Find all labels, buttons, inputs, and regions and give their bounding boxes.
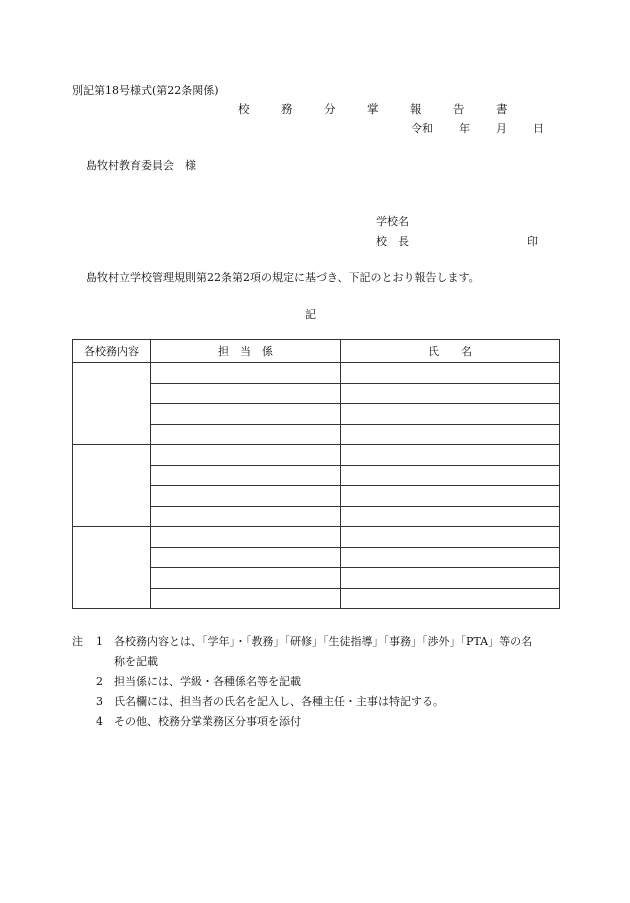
note-text: 担当係には、学級・各種係名等を記載	[114, 675, 301, 688]
note-text: 氏名欄には、担当者の氏名を記入し、各種主任・主事は特記する。	[114, 695, 444, 708]
date-month: 月	[496, 122, 507, 135]
duty-content-cell[interactable]	[73, 527, 151, 609]
name-cell[interactable]	[341, 404, 560, 425]
section-cell[interactable]	[151, 424, 341, 445]
section-cell[interactable]	[151, 527, 341, 548]
notes-label: 注	[72, 635, 83, 648]
section-cell[interactable]	[151, 486, 341, 507]
note-text: 各校務内容とは、「学年」・「教務」「研修」「生徒指導」「事務」「渉外」「PTA」等の名	[114, 635, 533, 648]
duty-content-cell[interactable]	[73, 445, 151, 527]
section-cell[interactable]	[151, 547, 341, 568]
section-cell[interactable]	[151, 568, 341, 589]
note-number: 4	[96, 715, 103, 728]
header-assigned-section: 担 当 係	[151, 340, 341, 363]
section-cell[interactable]	[151, 445, 341, 466]
note-number: 1	[96, 635, 103, 648]
table-row	[73, 527, 560, 548]
name-cell[interactable]	[341, 383, 560, 404]
note-text: その他、校務分掌業務区分事項を添付	[114, 715, 301, 728]
header-name: 氏 名	[341, 340, 560, 363]
name-cell[interactable]	[341, 527, 560, 548]
date-line	[411, 120, 544, 136]
form-number: 別記第18号様式(第22条関係)	[72, 84, 219, 97]
addressee: 島牧村教育委員会 様	[86, 159, 196, 172]
school-name-label: 学校名	[376, 215, 409, 228]
body-text: 島牧村立学校管理規則第22条第2項の規定に基づき、下記のとおり報告します。	[86, 271, 480, 284]
name-cell[interactable]	[341, 506, 560, 527]
section-cell[interactable]	[151, 588, 341, 609]
section-cell[interactable]	[151, 383, 341, 404]
header-duty-content: 各校務内容	[73, 340, 151, 363]
section-cell[interactable]	[151, 404, 341, 425]
section-cell[interactable]	[151, 506, 341, 527]
section-cell[interactable]	[151, 363, 341, 384]
date-year: 年	[459, 122, 470, 135]
name-cell[interactable]	[341, 486, 560, 507]
note-text-continued: 称を記載	[114, 655, 158, 668]
note-number: 3	[96, 695, 103, 708]
table-row	[73, 363, 560, 384]
name-cell[interactable]	[341, 588, 560, 609]
table-row	[73, 445, 560, 466]
ki-heading: 記	[305, 308, 316, 321]
table-header-row	[73, 340, 560, 363]
name-cell[interactable]	[341, 547, 560, 568]
name-cell[interactable]	[341, 424, 560, 445]
duty-content-cell[interactable]	[73, 363, 151, 445]
section-cell[interactable]	[151, 465, 341, 486]
duty-table	[72, 339, 560, 609]
name-cell[interactable]	[341, 363, 560, 384]
name-cell[interactable]	[341, 465, 560, 486]
principal-label: 校 長	[376, 235, 409, 248]
date-day: 日	[533, 122, 544, 135]
date-era: 令和	[411, 122, 433, 135]
name-cell[interactable]	[341, 568, 560, 589]
document-title: 校 務 分 掌 報 告 書	[238, 102, 518, 116]
seal-mark: 印	[527, 235, 538, 248]
note-number: 2	[96, 675, 103, 688]
name-cell[interactable]	[341, 445, 560, 466]
